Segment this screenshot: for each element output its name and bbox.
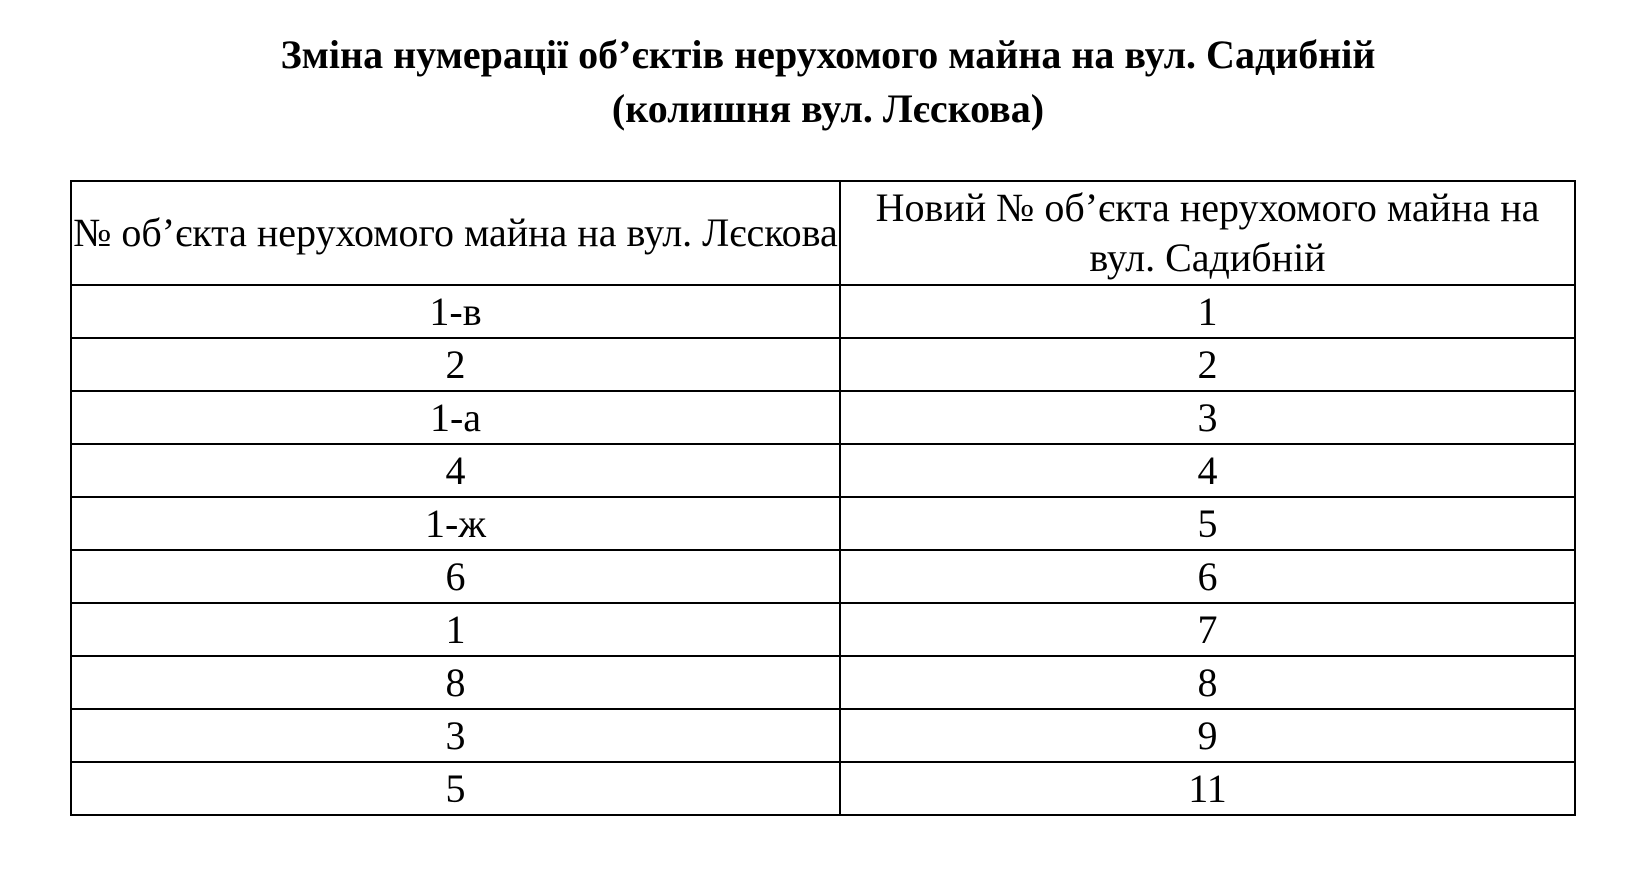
new-number-cell: 1 (840, 285, 1575, 338)
old-number-cell: 3 (71, 709, 840, 762)
renumbering-table (70, 180, 1576, 816)
old-number-cell: 2 (71, 338, 840, 391)
new-number-cell: 2 (840, 338, 1575, 391)
table-row (71, 285, 1575, 338)
new-number-cell: 4 (840, 444, 1575, 497)
old-number-cell: 4 (71, 444, 840, 497)
old-number-cell: 1-ж (71, 497, 840, 550)
table-row (71, 444, 1575, 497)
old-number-cell: 6 (71, 550, 840, 603)
new-number-cell: 8 (840, 656, 1575, 709)
table-header-row (71, 181, 1575, 285)
title-line-1: Зміна нумерації об’єктів нерухомого майна на вул. Садибній (280, 32, 1376, 77)
table-row (71, 762, 1575, 815)
table-row (71, 391, 1575, 444)
table-row (71, 550, 1575, 603)
document-title (0, 28, 1626, 136)
old-number-cell: 1-а (71, 391, 840, 444)
old-number-cell: 1 (71, 603, 840, 656)
new-number-cell: 7 (840, 603, 1575, 656)
new-number-cell: 11 (840, 762, 1575, 815)
old-number-cell: 8 (71, 656, 840, 709)
table-row (71, 497, 1575, 550)
old-number-cell: 5 (71, 762, 840, 815)
table-row (71, 603, 1575, 656)
new-number-cell: 6 (840, 550, 1575, 603)
new-number-cell: 3 (840, 391, 1575, 444)
table-row (71, 656, 1575, 709)
header-new-number: Новий № об’єкта нерухомого майна на вул. Садибній (840, 181, 1575, 285)
old-number-cell: 1-в (71, 285, 840, 338)
table-row (71, 709, 1575, 762)
title-line-2: (колишня вул. Лєскова) (611, 86, 1045, 131)
new-number-cell: 5 (840, 497, 1575, 550)
new-number-cell: 9 (840, 709, 1575, 762)
header-old-number: № об’єкта нерухомого майна на вул. Лєскова (71, 181, 840, 285)
table-row (71, 338, 1575, 391)
